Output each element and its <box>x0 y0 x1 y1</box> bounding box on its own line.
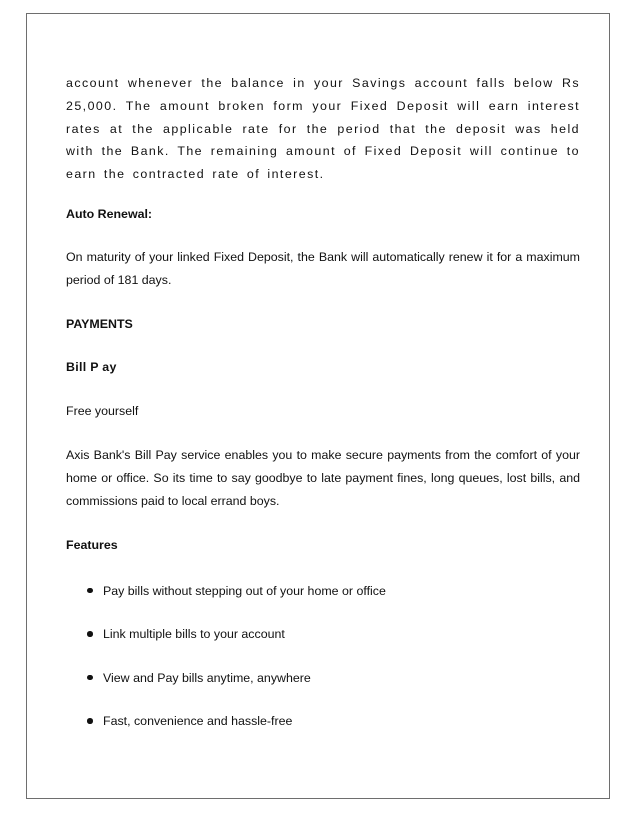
bill-pay-tagline: Free yourself <box>66 403 139 418</box>
bullet-icon <box>87 631 93 637</box>
paragraph-line: account whenever the balance in your Savings account falls below Rs 25,000. <box>66 76 580 113</box>
feature-text: Fast, convenience and hassle-free <box>103 714 293 729</box>
fixed-deposit-continuation-paragraph <box>66 72 580 186</box>
bullet-icon <box>87 675 93 681</box>
auto-renewal-heading: Auto Renewal: <box>66 206 153 221</box>
features-heading: Features <box>66 537 118 552</box>
bill-pay-description: Axis Bank's Bill Pay service enables you to make secure payments from the comfort of your home or office. So its time to say goodbye to late payment fines, long queues, lost bills, and commissions paid to local errand boys. <box>66 447 580 508</box>
payments-heading: PAYMENTS <box>66 316 133 331</box>
list-item <box>66 623 580 645</box>
paragraph-line: applicable rate for the period that the deposit was held with the Bank. The <box>66 121 580 159</box>
bill-pay-heading: Bill P ay <box>66 359 117 374</box>
list-item <box>66 580 580 602</box>
features-list <box>66 580 580 733</box>
feature-text: Pay bills without stepping out of your home or office <box>103 583 386 598</box>
bullet-icon <box>87 718 93 724</box>
list-item <box>66 667 580 689</box>
paragraph-line: The amount broken form your Fixed Deposit will earn interest rates at the <box>66 98 580 136</box>
feature-text: Link multiple bills to your account <box>103 627 285 642</box>
list-item <box>66 710 580 732</box>
document-body <box>66 72 580 754</box>
paragraph-line: remaining amount of Fixed Deposit will continue to earn the contracted rate of <box>66 144 580 182</box>
bullet-icon <box>87 588 93 594</box>
feature-text: View and Pay bills anytime, anywhere <box>103 670 311 685</box>
paragraph-line: interest. <box>267 167 325 182</box>
auto-renewal-paragraph: On maturity of your linked Fixed Deposit, the Bank will automatically renew it for a maximum period of 181 days. <box>66 249 580 287</box>
